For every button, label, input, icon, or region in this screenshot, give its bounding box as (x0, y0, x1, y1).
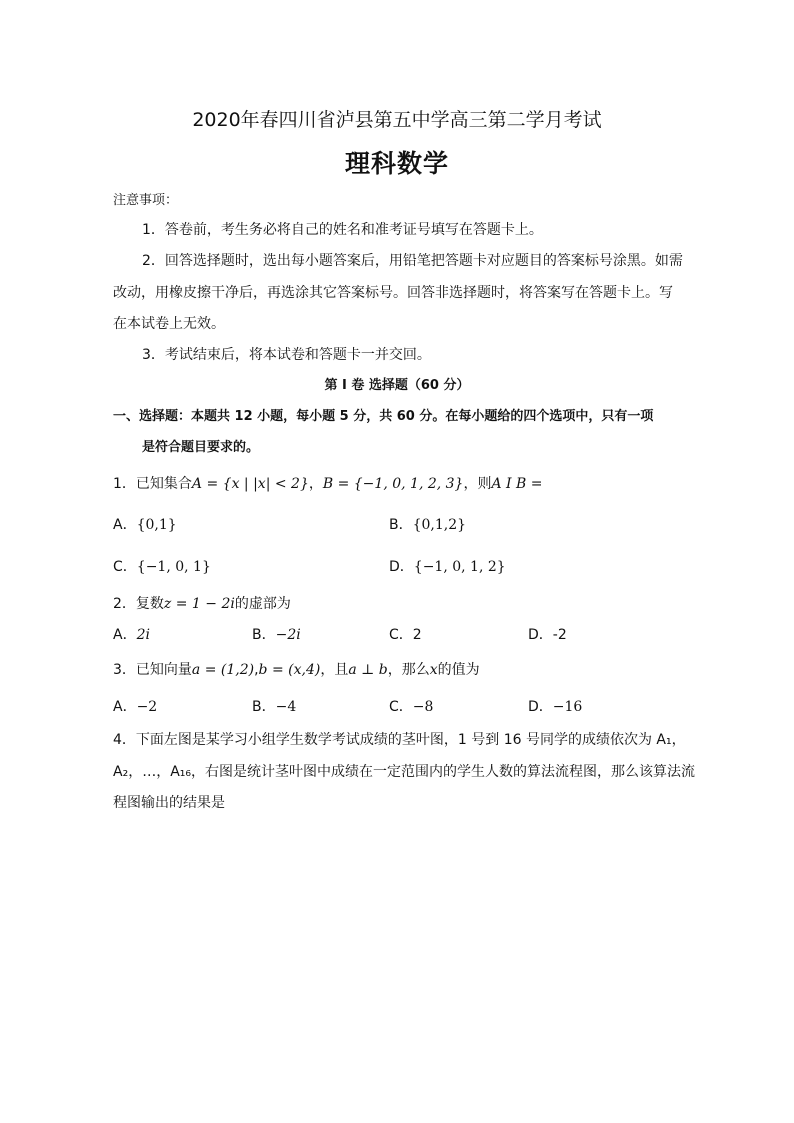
q3-vector-b: b = (x,4) (258, 662, 321, 678)
option-label: A． (113, 517, 137, 533)
q2-suffix: 的虚部为 (234, 596, 291, 612)
question-1-stem (113, 473, 542, 493)
option-label: C． (113, 559, 137, 575)
q2-option-c (389, 624, 422, 644)
option-label: A． (113, 699, 137, 715)
option-label: D． (389, 559, 414, 575)
note-item-2-end: 在本试卷上无效。 (113, 316, 225, 332)
question-4-line1: 4．下面左图是某学习小组学生数学考试成绩的茎叶图，1 号到 16 号同学的成绩依次为 A₁， (113, 732, 686, 748)
option-label: C． (389, 699, 413, 715)
note-item-1: 1．答卷前，考生务必将自己的姓名和准考证号填写在答题卡上。 (142, 222, 543, 238)
option-label: D． (528, 627, 553, 643)
section-intro-line1: 一、选择题：本题共 12 小题，每小题 5 分，共 60 分。在每小题给的四个选项中，只有一项 (113, 409, 654, 424)
q2-option-d (528, 624, 567, 644)
q1-suffix: ，则 (463, 476, 492, 492)
option-value: {−1, 0, 1} (136, 559, 211, 575)
option-label: D． (528, 699, 553, 715)
q3-option-d (528, 696, 582, 716)
notes-heading: 注意事项： (113, 193, 179, 208)
q2-option-b (252, 624, 301, 644)
q2-option-a (113, 624, 150, 644)
option-value: −4 (275, 699, 297, 715)
section-title: 第 I 卷 选择题（60 分） (324, 378, 470, 393)
option-value: {0,1} (136, 517, 177, 533)
q3-mid: ，且 (320, 662, 349, 678)
q1-option-a (113, 514, 177, 534)
q1-set-a: A = {x | |x| < 2} (191, 476, 309, 492)
option-value: −8 (412, 699, 434, 715)
option-label: C． (389, 627, 413, 643)
exam-subject: 理科数学 (344, 149, 449, 178)
q3-vector-a: a = (1,2) (191, 662, 255, 678)
exam-title: 2020年春四川省泸县第五中学高三第二学月考试 (192, 109, 602, 131)
question-4-line3: 程图输出的结果是 (113, 795, 225, 811)
option-value: −2i (275, 627, 301, 643)
option-label: B． (389, 517, 413, 533)
option-value: −16 (552, 699, 583, 715)
q1-option-c (113, 556, 211, 576)
option-label: A． (113, 627, 137, 643)
q1-option-b (389, 514, 466, 534)
q2-expr: z = 1 − 2i (163, 596, 235, 612)
q3-option-c (389, 696, 433, 716)
question-4-line2: A₂，…，A₁₆，右图是统计茎叶图中成绩在一定范围内的学生人数的算法流程图，那么该算法流 (113, 764, 695, 780)
q3-suffix: ，那么 (387, 662, 430, 678)
option-label: B． (252, 699, 276, 715)
section-intro-line2: 是符合题目要求的。 (142, 440, 260, 455)
question-3-stem (113, 659, 480, 679)
option-label: B． (252, 627, 276, 643)
q3-option-a (113, 696, 157, 716)
note-item-3: 3．考试结束后，将本试卷和答题卡一并交回。 (142, 347, 431, 363)
option-value: 2 (412, 627, 422, 643)
note-item-2-cont: 改动，用橡皮擦干净后，再选涂其它答案标号。回答非选择题时，将答案写在答题卡上。写 (113, 285, 673, 301)
q3-option-b (252, 696, 296, 716)
option-value: 2i (136, 627, 150, 643)
q1-sep: ， (308, 476, 323, 492)
option-value: −2 (136, 699, 158, 715)
option-value: {0,1,2} (412, 517, 467, 533)
q3-var: x (429, 662, 438, 678)
q3-prefix: 3．已知向量 (113, 662, 192, 678)
q1-prefix: 1．已知集合 (113, 476, 192, 492)
q1-option-d (389, 556, 506, 576)
option-value: {−1, 0, 1, 2} (413, 559, 506, 575)
q1-set-b: B = {−1, 0, 1, 2, 3} (322, 476, 464, 492)
note-item-2: 2．回答选择题时，选出每小题答案后，用铅笔把答题卡对应题目的答案标号涂黑。如需 (142, 253, 683, 269)
question-2-stem (113, 593, 291, 613)
q3-perp: a ⊥ b (348, 662, 388, 678)
q3-vec-sep: , (254, 662, 259, 678)
q3-end: 的值为 (437, 662, 480, 678)
option-value: -2 (552, 627, 567, 643)
q2-prefix: 2．复数 (113, 596, 164, 612)
q1-expr: A I B = (491, 476, 543, 492)
